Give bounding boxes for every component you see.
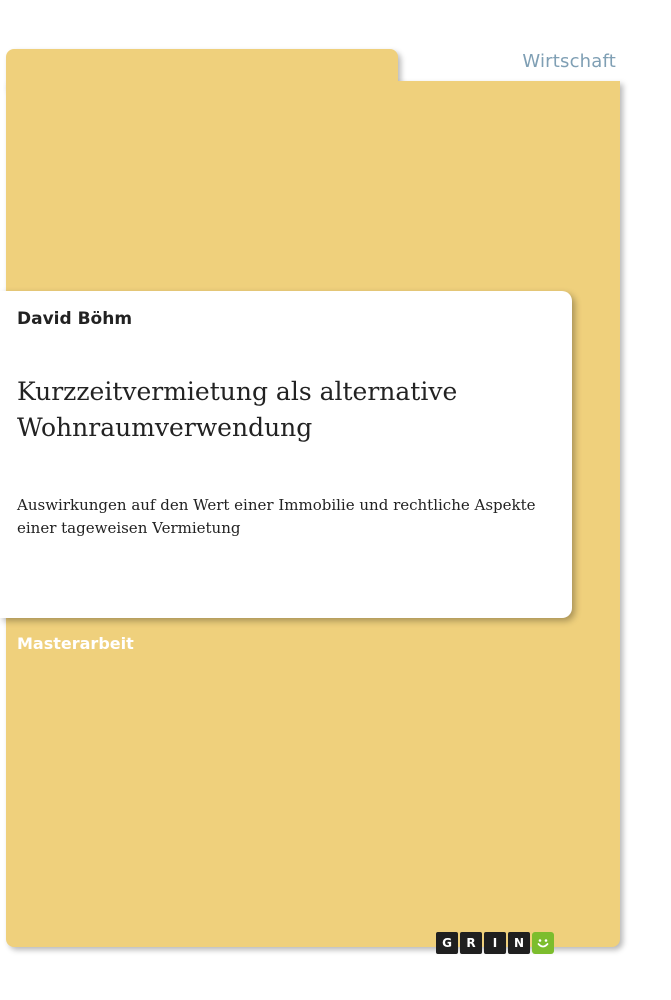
category-label: Wirtschaft <box>522 51 616 72</box>
document-type: Masterarbeit <box>17 634 134 653</box>
logo-letter: R <box>460 932 482 954</box>
logo-letter: N <box>508 932 530 954</box>
title-line: Kurzzeitvermietung als alternative <box>17 377 458 406</box>
smiley-icon <box>532 932 554 954</box>
logo-letter: I <box>484 932 506 954</box>
cover-tab-join <box>6 78 398 90</box>
book-title <box>17 374 557 446</box>
grin-logo <box>436 932 554 954</box>
title-card <box>0 291 572 618</box>
subtitle-line: einer tageweisen Vermietung <box>17 519 241 537</box>
subtitle-line: Auswirkungen auf den Wert einer Immobilie und rechtliche Aspekte <box>17 496 536 514</box>
logo-letter: G <box>436 932 458 954</box>
book-subtitle <box>17 494 565 540</box>
title-line: Wohnraumverwendung <box>17 413 313 442</box>
author-name: David Böhm <box>17 309 133 329</box>
